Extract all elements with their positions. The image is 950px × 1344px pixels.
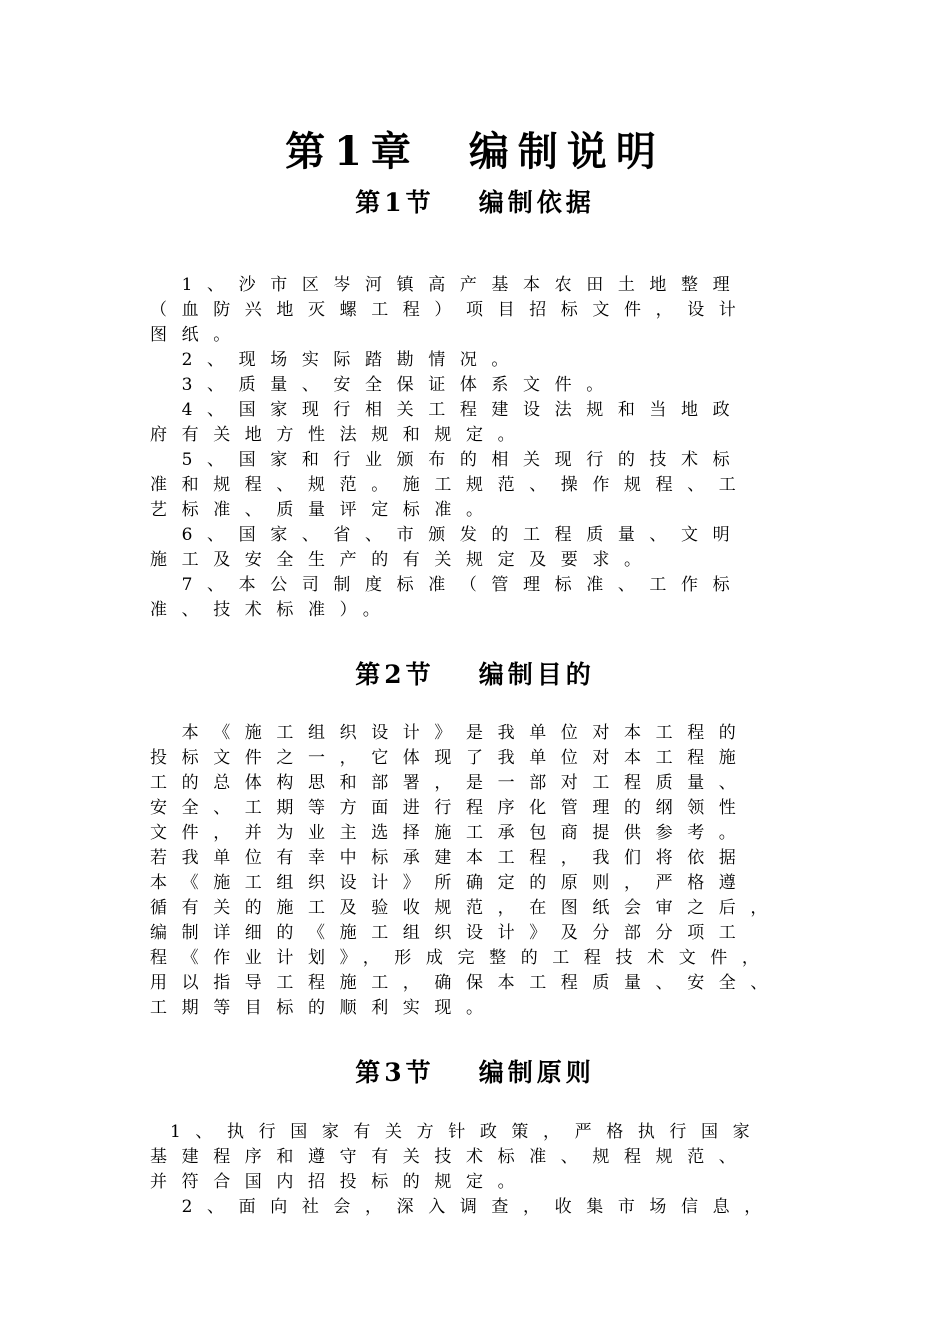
text-line: 文件，并为业主选择施工承包商提供参考。 [150, 823, 751, 843]
section-body-2 [150, 721, 830, 1021]
section-heading-1 [0, 183, 950, 219]
section-heading-2 [0, 655, 950, 691]
text-line: 投标文件之一，它体现了我单位对本工程施 [150, 748, 751, 768]
text-line: 并符合国内招投标的规定。 [150, 1172, 530, 1192]
text-line: 工期等目标的顺利实现。 [150, 998, 498, 1018]
text-line: （血防兴地灭螺工程）项目招标文件，设计 [150, 300, 751, 320]
section-title: 编制依据 [478, 188, 595, 217]
text-line: 府有关地方性法规和规定。 [150, 425, 530, 445]
text-line: 本《施工组织设计》是我单位对本工程的 [150, 723, 751, 743]
text-line: 3、质量、安全保证体系文件。 [150, 375, 618, 395]
chapter-title: 第1章 编制说明 [285, 128, 665, 175]
text-line: 编制详细的《施工组织设计》及分部分项工 [150, 923, 751, 943]
text-line: 准和规程、规范。施工规范、操作规程、工 [150, 475, 751, 495]
text-line: 工的总体构思和部署，是一部对工程质量、 [150, 773, 751, 793]
section-number: 第2节 [355, 660, 435, 689]
text-line: 本《施工组织设计》所确定的原则，严格遵 [150, 873, 751, 893]
text-line: 准、技术标准）。 [150, 600, 395, 620]
text-line: 程《作业计划》，形成完整的工程技术文件， [150, 948, 774, 968]
text-line: 5、国家和行业颁布的相关现行的技术标 [150, 450, 745, 470]
text-line: 安全、工期等方面进行程序化管理的纲领性 [150, 798, 751, 818]
text-line: 施工及安全生产的有关规定及要求。 [150, 550, 656, 570]
text-line: 2、现场实际踏勘情况。 [150, 350, 524, 370]
text-line: 1、沙市区岑河镇高产基本农田土地整理 [150, 275, 745, 295]
text-line: 若我单位有幸中标承建本工程，我们将依据 [150, 848, 751, 868]
text-line: 图纸。 [150, 325, 245, 345]
section-body-3 [150, 1120, 830, 1220]
section-heading-3 [0, 1053, 950, 1089]
section-number: 第1节 [355, 188, 435, 217]
text-line: 1、执行国家有关方针政策，严格执行国家 [170, 1122, 765, 1142]
text-line: 6、国家、省、市颁发的工程质量、文明 [150, 525, 745, 545]
text-line: 艺标准、质量评定标准。 [150, 500, 498, 520]
section-body-1 [150, 273, 830, 623]
text-line: 用以指导工程施工，确保本工程质量、安全、 [150, 973, 782, 993]
section-title: 编制原则 [478, 1058, 595, 1087]
section-number: 第3节 [355, 1058, 435, 1087]
section-title: 编制目的 [478, 660, 595, 689]
text-line: 7、本公司制度标准（管理标准、工作标 [150, 575, 745, 595]
text-line: 4、国家现行相关工程建设法规和当地政 [150, 400, 745, 420]
text-line: 基建程序和遵守有关技术标准、规程规范、 [150, 1147, 751, 1167]
text-line: 循有关的施工及验收规范，在图纸会审之后， [150, 898, 782, 918]
text-line: 2、面向社会，深入调查，收集市场信息， [150, 1197, 776, 1217]
